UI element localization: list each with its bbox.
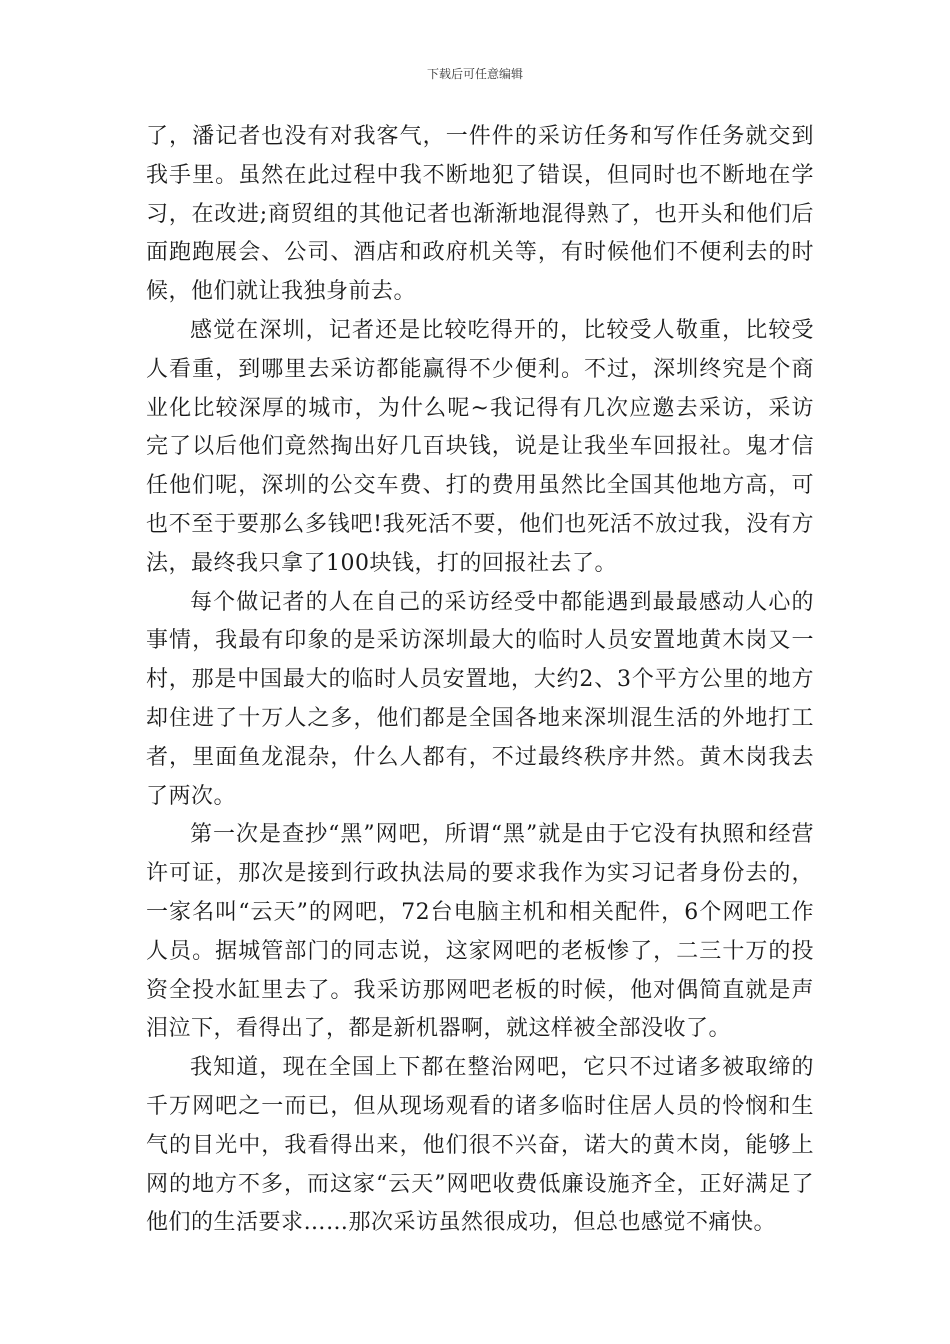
paragraph-2: 感觉在深圳，记者还是比较吃得开的，比较受人敬重，比较受人看重，到哪里去采访都能赢得不少便利。不过，深圳终究是个商业化比较深厚的城市，为什么呢~我记得有几次应邀去采访，采访完了以后他们竟然掏出好几百块钱，说是让我坐车回报社。鬼才信任他们呢，深圳的公交车费、打的费用虽然比全国其他地方高，可也不至于要那么多钱吧!我死活不要，他们也死活不放过我，没有方法，最终我只拿了100块钱，打的回报社去了。: [146, 317, 814, 576]
paragraph-5: 我知道，现在全国上下都在整治网吧，它只不过诸多被取缔的千万网吧之一而已，但从现场观看的诸多临时住居人员的怜悯和生气的目光中，我看得出来，他们很不兴奋，诺大的黄木岗，能够上网的地方不多，而这家“云天”网吧收费低廉设施齐全，正好满足了他们的生活要求……那次采访虽然很成功，但总也感觉不痛快。: [146, 1055, 814, 1236]
paragraph-1: 了，潘记者也没有对我客气，一件件的采访任务和写作任务就交到我手里。虽然在此过程中我不断地犯了错误，但同时也不断地在学习，在改进;商贸组的其他记者也渐渐地混得熟了，也开头和他们后面跑跑展会、公司、酒店和政府机关等，有时候他们不便利去的时候，他们就让我独身前去。: [146, 124, 814, 305]
page-header: 下载后可任意编辑: [426, 67, 523, 81]
paragraph-4: 第一次是查抄“黑”网吧，所谓“黑”就是由于它没有执照和经营许可证，那次是接到行政执法局的要求我作为实习记者身份去的，一家名叫“云天”的网吧，72台电脑主机和相关配件，6个网吧工作人员。据城管部门的同志说，这家网吧的老板惨了，二三十万的投资全投水缸里去了。我采访那网吧老板的时候，他对偶简直就是声泪泣下，看得出了，都是新机器啊，就这样被全部没收了。: [146, 822, 814, 1042]
paragraph-3: 每个做记者的人在自己的采访经受中都能遇到最最感动人心的事情，我最有印象的是采访深圳最大的临时人员安置地黄木岗又一村，那是中国最大的临时人员安置地，大约2、3个平方公里的地方却住进了十万人之多，他们都是全国各地来深圳混生活的外地打工者，里面鱼龙混杂，什么人都有，不过最终秩序井然。黄木岗我去了两次。: [146, 589, 814, 809]
document-body: [146, 118, 814, 1243]
